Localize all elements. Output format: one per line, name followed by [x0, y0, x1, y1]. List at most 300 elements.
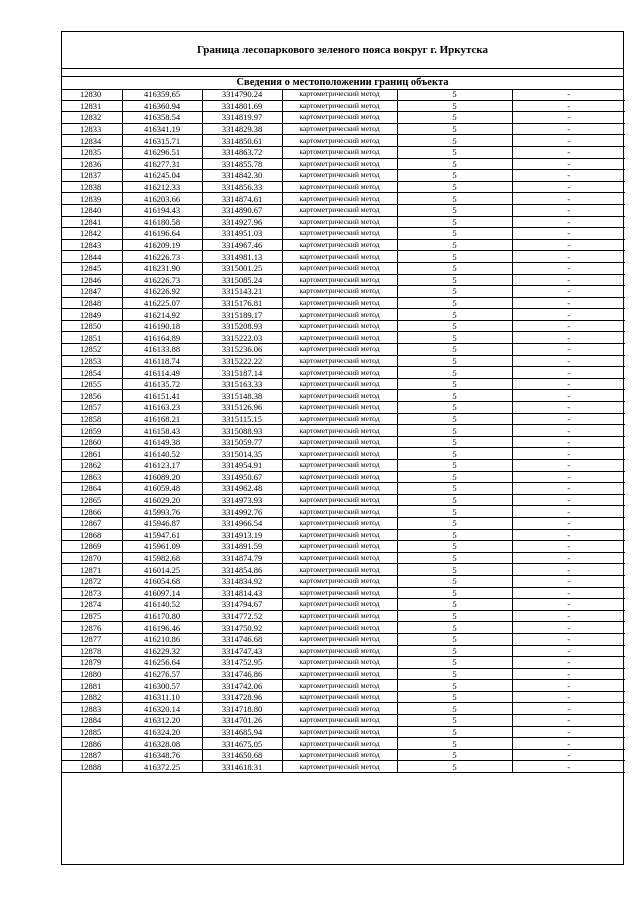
method-cell: картометрический метод [282, 633, 397, 645]
note-cell: - [512, 239, 625, 251]
x-coordinate-cell: 416312.20 [122, 715, 202, 727]
point-number-cell: 12871 [62, 564, 122, 576]
point-number-cell: 12882 [62, 691, 122, 703]
x-coordinate-cell: 416226.92 [122, 286, 202, 298]
x-coordinate-cell: 416203.66 [122, 193, 202, 205]
table-row [62, 390, 625, 402]
note-cell: - [512, 541, 625, 553]
accuracy-cell: 5 [397, 262, 512, 274]
x-coordinate-cell: 416054.68 [122, 575, 202, 587]
accuracy-cell: 5 [397, 170, 512, 182]
method-cell: картометрический метод [282, 228, 397, 240]
point-number-cell: 12839 [62, 193, 122, 205]
note-cell: - [512, 761, 625, 773]
table-row [62, 691, 625, 703]
point-number-cell: 12879 [62, 657, 122, 669]
x-coordinate-cell: 416231.90 [122, 262, 202, 274]
point-number-cell: 12843 [62, 239, 122, 251]
table-row [62, 425, 625, 437]
table-row [62, 413, 625, 425]
y-coordinate-cell: 3315208.93 [202, 320, 282, 332]
point-number-cell: 12845 [62, 262, 122, 274]
accuracy-cell: 5 [397, 691, 512, 703]
method-cell: картометрический метод [282, 541, 397, 553]
note-cell: - [512, 170, 625, 182]
x-coordinate-cell: 416190.18 [122, 320, 202, 332]
accuracy-cell: 5 [397, 506, 512, 518]
table-row [62, 494, 625, 506]
y-coordinate-cell: 3314794.67 [202, 599, 282, 611]
accuracy-cell: 5 [397, 471, 512, 483]
table-row [62, 274, 625, 286]
accuracy-cell: 5 [397, 575, 512, 587]
accuracy-cell: 5 [397, 425, 512, 437]
method-cell: картометрический метод [282, 402, 397, 414]
point-number-cell: 12833 [62, 123, 122, 135]
note-cell: - [512, 564, 625, 576]
y-coordinate-cell: 3315163.33 [202, 378, 282, 390]
x-coordinate-cell: 416123.17 [122, 460, 202, 472]
y-coordinate-cell: 3314951.03 [202, 228, 282, 240]
method-cell: картометрический метод [282, 703, 397, 715]
point-number-cell: 12874 [62, 599, 122, 611]
method-cell: картометрический метод [282, 425, 397, 437]
note-cell: - [512, 738, 625, 750]
x-coordinate-cell: 416320.14 [122, 703, 202, 715]
method-cell: картометрический метод [282, 460, 397, 472]
note-cell: - [512, 657, 625, 669]
table-row [62, 239, 625, 251]
accuracy-cell: 5 [397, 645, 512, 657]
x-coordinate-cell: 416328.08 [122, 738, 202, 750]
note-cell: - [512, 262, 625, 274]
y-coordinate-cell: 3314891.59 [202, 541, 282, 553]
accuracy-cell: 5 [397, 413, 512, 425]
x-coordinate-cell: 416214.92 [122, 309, 202, 321]
point-number-cell: 12836 [62, 158, 122, 170]
method-cell: картометрический метод [282, 286, 397, 298]
x-coordinate-cell: 416118.74 [122, 355, 202, 367]
point-number-cell: 12885 [62, 726, 122, 738]
accuracy-cell: 5 [397, 390, 512, 402]
note-cell: - [512, 297, 625, 309]
y-coordinate-cell: 3315176.81 [202, 297, 282, 309]
note-cell: - [512, 703, 625, 715]
x-coordinate-cell: 416348.76 [122, 749, 202, 761]
accuracy-cell: 5 [397, 633, 512, 645]
point-number-cell: 12850 [62, 320, 122, 332]
note-cell: - [512, 332, 625, 344]
y-coordinate-cell: 3314819.97 [202, 112, 282, 124]
accuracy-cell: 5 [397, 448, 512, 460]
accuracy-cell: 5 [397, 123, 512, 135]
y-coordinate-cell: 3315222.22 [202, 355, 282, 367]
note-cell: - [512, 436, 625, 448]
x-coordinate-cell: 415946.87 [122, 517, 202, 529]
accuracy-cell: 5 [397, 309, 512, 321]
y-coordinate-cell: 3314701.26 [202, 715, 282, 727]
document-frame [61, 31, 624, 865]
table-row [62, 622, 625, 634]
note-cell: - [512, 135, 625, 147]
point-number-cell: 12863 [62, 471, 122, 483]
point-number-cell: 12864 [62, 483, 122, 495]
note-cell: - [512, 402, 625, 414]
method-cell: картометрический метод [282, 204, 397, 216]
accuracy-cell: 5 [397, 228, 512, 240]
point-number-cell: 12881 [62, 680, 122, 692]
x-coordinate-cell: 416163.23 [122, 402, 202, 414]
y-coordinate-cell: 3314790.24 [202, 89, 282, 100]
note-cell: - [512, 448, 625, 460]
table-row [62, 517, 625, 529]
note-cell: - [512, 610, 625, 622]
point-number-cell: 12862 [62, 460, 122, 472]
note-cell: - [512, 599, 625, 611]
note-cell: - [512, 378, 625, 390]
y-coordinate-cell: 3314981.13 [202, 251, 282, 263]
point-number-cell: 12877 [62, 633, 122, 645]
note-cell: - [512, 193, 625, 205]
point-number-cell: 12846 [62, 274, 122, 286]
y-coordinate-cell: 3314675.05 [202, 738, 282, 750]
y-coordinate-cell: 3314834.92 [202, 575, 282, 587]
accuracy-cell: 5 [397, 193, 512, 205]
table-row [62, 135, 625, 147]
method-cell: картометрический метод [282, 552, 397, 564]
note-cell: - [512, 309, 625, 321]
y-coordinate-cell: 3314927.96 [202, 216, 282, 228]
x-coordinate-cell: 416196.46 [122, 622, 202, 634]
accuracy-cell: 5 [397, 564, 512, 576]
y-coordinate-cell: 3314829.38 [202, 123, 282, 135]
table-row [62, 436, 625, 448]
point-number-cell: 12847 [62, 286, 122, 298]
table-row [62, 680, 625, 692]
y-coordinate-cell: 3314801.69 [202, 100, 282, 112]
method-cell: картометрический метод [282, 320, 397, 332]
accuracy-cell: 5 [397, 703, 512, 715]
table-row [62, 506, 625, 518]
note-cell: - [512, 622, 625, 634]
note-cell: - [512, 715, 625, 727]
x-coordinate-cell: 416359.65 [122, 89, 202, 100]
method-cell: картометрический метод [282, 715, 397, 727]
x-coordinate-cell: 416226.73 [122, 251, 202, 263]
point-number-cell: 12873 [62, 587, 122, 599]
point-number-cell: 12834 [62, 135, 122, 147]
method-cell: картометрический метод [282, 170, 397, 182]
coordinates-table-body [62, 89, 625, 773]
method-cell: картометрический метод [282, 610, 397, 622]
point-number-cell: 12830 [62, 89, 122, 100]
x-coordinate-cell: 416212.33 [122, 181, 202, 193]
x-coordinate-cell: 416225.07 [122, 297, 202, 309]
y-coordinate-cell: 3315143.21 [202, 286, 282, 298]
point-number-cell: 12869 [62, 541, 122, 553]
method-cell: картометрический метод [282, 309, 397, 321]
y-coordinate-cell: 3315148.38 [202, 390, 282, 402]
table-row [62, 703, 625, 715]
accuracy-cell: 5 [397, 749, 512, 761]
point-number-cell: 12861 [62, 448, 122, 460]
y-coordinate-cell: 3315014.35 [202, 448, 282, 460]
note-cell: - [512, 460, 625, 472]
accuracy-cell: 5 [397, 680, 512, 692]
note-cell: - [512, 89, 625, 100]
method-cell: картометрический метод [282, 448, 397, 460]
accuracy-cell: 5 [397, 622, 512, 634]
accuracy-cell: 5 [397, 715, 512, 727]
method-cell: картометрический метод [282, 146, 397, 158]
table-row [62, 378, 625, 390]
x-coordinate-cell: 416140.52 [122, 599, 202, 611]
table-row [62, 529, 625, 541]
note-cell: - [512, 228, 625, 240]
table-row [62, 749, 625, 761]
y-coordinate-cell: 3314685.94 [202, 726, 282, 738]
table-row [62, 100, 625, 112]
y-coordinate-cell: 3314992.76 [202, 506, 282, 518]
method-cell: картометрический метод [282, 251, 397, 263]
note-cell: - [512, 575, 625, 587]
point-number-cell: 12832 [62, 112, 122, 124]
note-cell: - [512, 471, 625, 483]
accuracy-cell: 5 [397, 483, 512, 495]
table-row [62, 657, 625, 669]
table-row [62, 471, 625, 483]
note-cell: - [512, 529, 625, 541]
x-coordinate-cell: 416372.25 [122, 761, 202, 773]
table-row [62, 344, 625, 356]
note-cell: - [512, 367, 625, 379]
x-coordinate-cell: 416140.52 [122, 448, 202, 460]
note-cell: - [512, 320, 625, 332]
method-cell: картометрический метод [282, 645, 397, 657]
accuracy-cell: 5 [397, 355, 512, 367]
method-cell: картометрический метод [282, 726, 397, 738]
point-number-cell: 12866 [62, 506, 122, 518]
note-cell: - [512, 123, 625, 135]
x-coordinate-cell: 416194.43 [122, 204, 202, 216]
table-row [62, 262, 625, 274]
accuracy-cell: 5 [397, 367, 512, 379]
note-cell: - [512, 726, 625, 738]
point-number-cell: 12854 [62, 367, 122, 379]
note-cell: - [512, 112, 625, 124]
y-coordinate-cell: 3314855.78 [202, 158, 282, 170]
point-number-cell: 12884 [62, 715, 122, 727]
x-coordinate-cell: 416168.21 [122, 413, 202, 425]
table-row [62, 610, 625, 622]
table-row [62, 193, 625, 205]
note-cell: - [512, 344, 625, 356]
x-coordinate-cell: 416226.73 [122, 274, 202, 286]
x-coordinate-cell: 416029.20 [122, 494, 202, 506]
note-cell: - [512, 633, 625, 645]
note-cell: - [512, 552, 625, 564]
table-row [62, 216, 625, 228]
note-cell: - [512, 355, 625, 367]
table-row [62, 738, 625, 750]
y-coordinate-cell: 3314890.67 [202, 204, 282, 216]
table-row [62, 402, 625, 414]
point-number-cell: 12835 [62, 146, 122, 158]
table-row [62, 645, 625, 657]
method-cell: картометрический метод [282, 112, 397, 124]
x-coordinate-cell: 416151.41 [122, 390, 202, 402]
x-coordinate-cell: 416277.31 [122, 158, 202, 170]
point-number-cell: 12888 [62, 761, 122, 773]
accuracy-cell: 5 [397, 286, 512, 298]
y-coordinate-cell: 3315115.15 [202, 413, 282, 425]
point-number-cell: 12856 [62, 390, 122, 402]
method-cell: картометрический метод [282, 332, 397, 344]
method-cell: картометрический метод [282, 587, 397, 599]
note-cell: - [512, 158, 625, 170]
note-cell: - [512, 100, 625, 112]
accuracy-cell: 5 [397, 599, 512, 611]
accuracy-cell: 5 [397, 146, 512, 158]
point-number-cell: 12870 [62, 552, 122, 564]
y-coordinate-cell: 3314746.68 [202, 633, 282, 645]
y-coordinate-cell: 3314854.86 [202, 564, 282, 576]
y-coordinate-cell: 3314856.33 [202, 181, 282, 193]
table-row [62, 552, 625, 564]
table-row [62, 297, 625, 309]
accuracy-cell: 5 [397, 378, 512, 390]
method-cell: картометрический метод [282, 691, 397, 703]
method-cell: картометрический метод [282, 89, 397, 100]
point-number-cell: 12857 [62, 402, 122, 414]
accuracy-cell: 5 [397, 100, 512, 112]
note-cell: - [512, 483, 625, 495]
accuracy-cell: 5 [397, 738, 512, 750]
method-cell: картометрический метод [282, 680, 397, 692]
x-coordinate-cell: 416296.51 [122, 146, 202, 158]
y-coordinate-cell: 3315222.03 [202, 332, 282, 344]
table-row [62, 599, 625, 611]
point-number-cell: 12858 [62, 413, 122, 425]
table-row [62, 355, 625, 367]
x-coordinate-cell: 416311.10 [122, 691, 202, 703]
method-cell: картометрический метод [282, 181, 397, 193]
point-number-cell: 12875 [62, 610, 122, 622]
accuracy-cell: 5 [397, 112, 512, 124]
y-coordinate-cell: 3314973.93 [202, 494, 282, 506]
accuracy-cell: 5 [397, 181, 512, 193]
table-row [62, 286, 625, 298]
y-coordinate-cell: 3314814.43 [202, 587, 282, 599]
accuracy-cell: 5 [397, 657, 512, 669]
method-cell: картометрический метод [282, 471, 397, 483]
x-coordinate-cell: 416170.80 [122, 610, 202, 622]
note-cell: - [512, 216, 625, 228]
method-cell: картометрический метод [282, 158, 397, 170]
y-coordinate-cell: 3314962.48 [202, 483, 282, 495]
accuracy-cell: 5 [397, 320, 512, 332]
table-row [62, 715, 625, 727]
accuracy-cell: 5 [397, 761, 512, 773]
y-coordinate-cell: 3314874.79 [202, 552, 282, 564]
point-number-cell: 12868 [62, 529, 122, 541]
table-row [62, 448, 625, 460]
method-cell: картометрический метод [282, 239, 397, 251]
table-row [62, 483, 625, 495]
table-row [62, 320, 625, 332]
point-number-cell: 12876 [62, 622, 122, 634]
point-number-cell: 12842 [62, 228, 122, 240]
accuracy-cell: 5 [397, 460, 512, 472]
table-row [62, 332, 625, 344]
accuracy-cell: 5 [397, 158, 512, 170]
table-row [62, 158, 625, 170]
note-cell: - [512, 680, 625, 692]
method-cell: картометрический метод [282, 100, 397, 112]
table-row [62, 726, 625, 738]
accuracy-cell: 5 [397, 204, 512, 216]
method-cell: картометрический метод [282, 344, 397, 356]
note-cell: - [512, 668, 625, 680]
y-coordinate-cell: 3314966.54 [202, 517, 282, 529]
point-number-cell: 12848 [62, 297, 122, 309]
x-coordinate-cell: 416256.64 [122, 657, 202, 669]
point-number-cell: 12860 [62, 436, 122, 448]
accuracy-cell: 5 [397, 517, 512, 529]
x-coordinate-cell: 416014.25 [122, 564, 202, 576]
method-cell: картометрический метод [282, 483, 397, 495]
method-cell: картометрический метод [282, 529, 397, 541]
y-coordinate-cell: 3315085.24 [202, 274, 282, 286]
x-coordinate-cell: 416358.54 [122, 112, 202, 124]
method-cell: картометрический метод [282, 436, 397, 448]
method-cell: картометрический метод [282, 517, 397, 529]
point-number-cell: 12853 [62, 355, 122, 367]
x-coordinate-cell: 416341.19 [122, 123, 202, 135]
method-cell: картометрический метод [282, 749, 397, 761]
x-coordinate-cell: 416360.94 [122, 100, 202, 112]
y-coordinate-cell: 3314742.06 [202, 680, 282, 692]
y-coordinate-cell: 3314913.19 [202, 529, 282, 541]
method-cell: картометрический метод [282, 274, 397, 286]
method-cell: картометрический метод [282, 575, 397, 587]
note-cell: - [512, 274, 625, 286]
accuracy-cell: 5 [397, 251, 512, 263]
note-cell: - [512, 181, 625, 193]
table-row [62, 204, 625, 216]
x-coordinate-cell: 416209.19 [122, 239, 202, 251]
note-cell: - [512, 645, 625, 657]
x-coordinate-cell: 416164.89 [122, 332, 202, 344]
y-coordinate-cell: 3314850.61 [202, 135, 282, 147]
note-cell: - [512, 204, 625, 216]
y-coordinate-cell: 3314747.43 [202, 645, 282, 657]
x-coordinate-cell: 416210.86 [122, 633, 202, 645]
accuracy-cell: 5 [397, 274, 512, 286]
accuracy-cell: 5 [397, 668, 512, 680]
note-cell: - [512, 494, 625, 506]
accuracy-cell: 5 [397, 529, 512, 541]
method-cell: картометрический метод [282, 761, 397, 773]
method-cell: картометрический метод [282, 367, 397, 379]
table-row [62, 123, 625, 135]
table-row [62, 309, 625, 321]
point-number-cell: 12865 [62, 494, 122, 506]
x-coordinate-cell: 416180.58 [122, 216, 202, 228]
accuracy-cell: 5 [397, 552, 512, 564]
x-coordinate-cell: 416158.43 [122, 425, 202, 437]
x-coordinate-cell: 416315.71 [122, 135, 202, 147]
